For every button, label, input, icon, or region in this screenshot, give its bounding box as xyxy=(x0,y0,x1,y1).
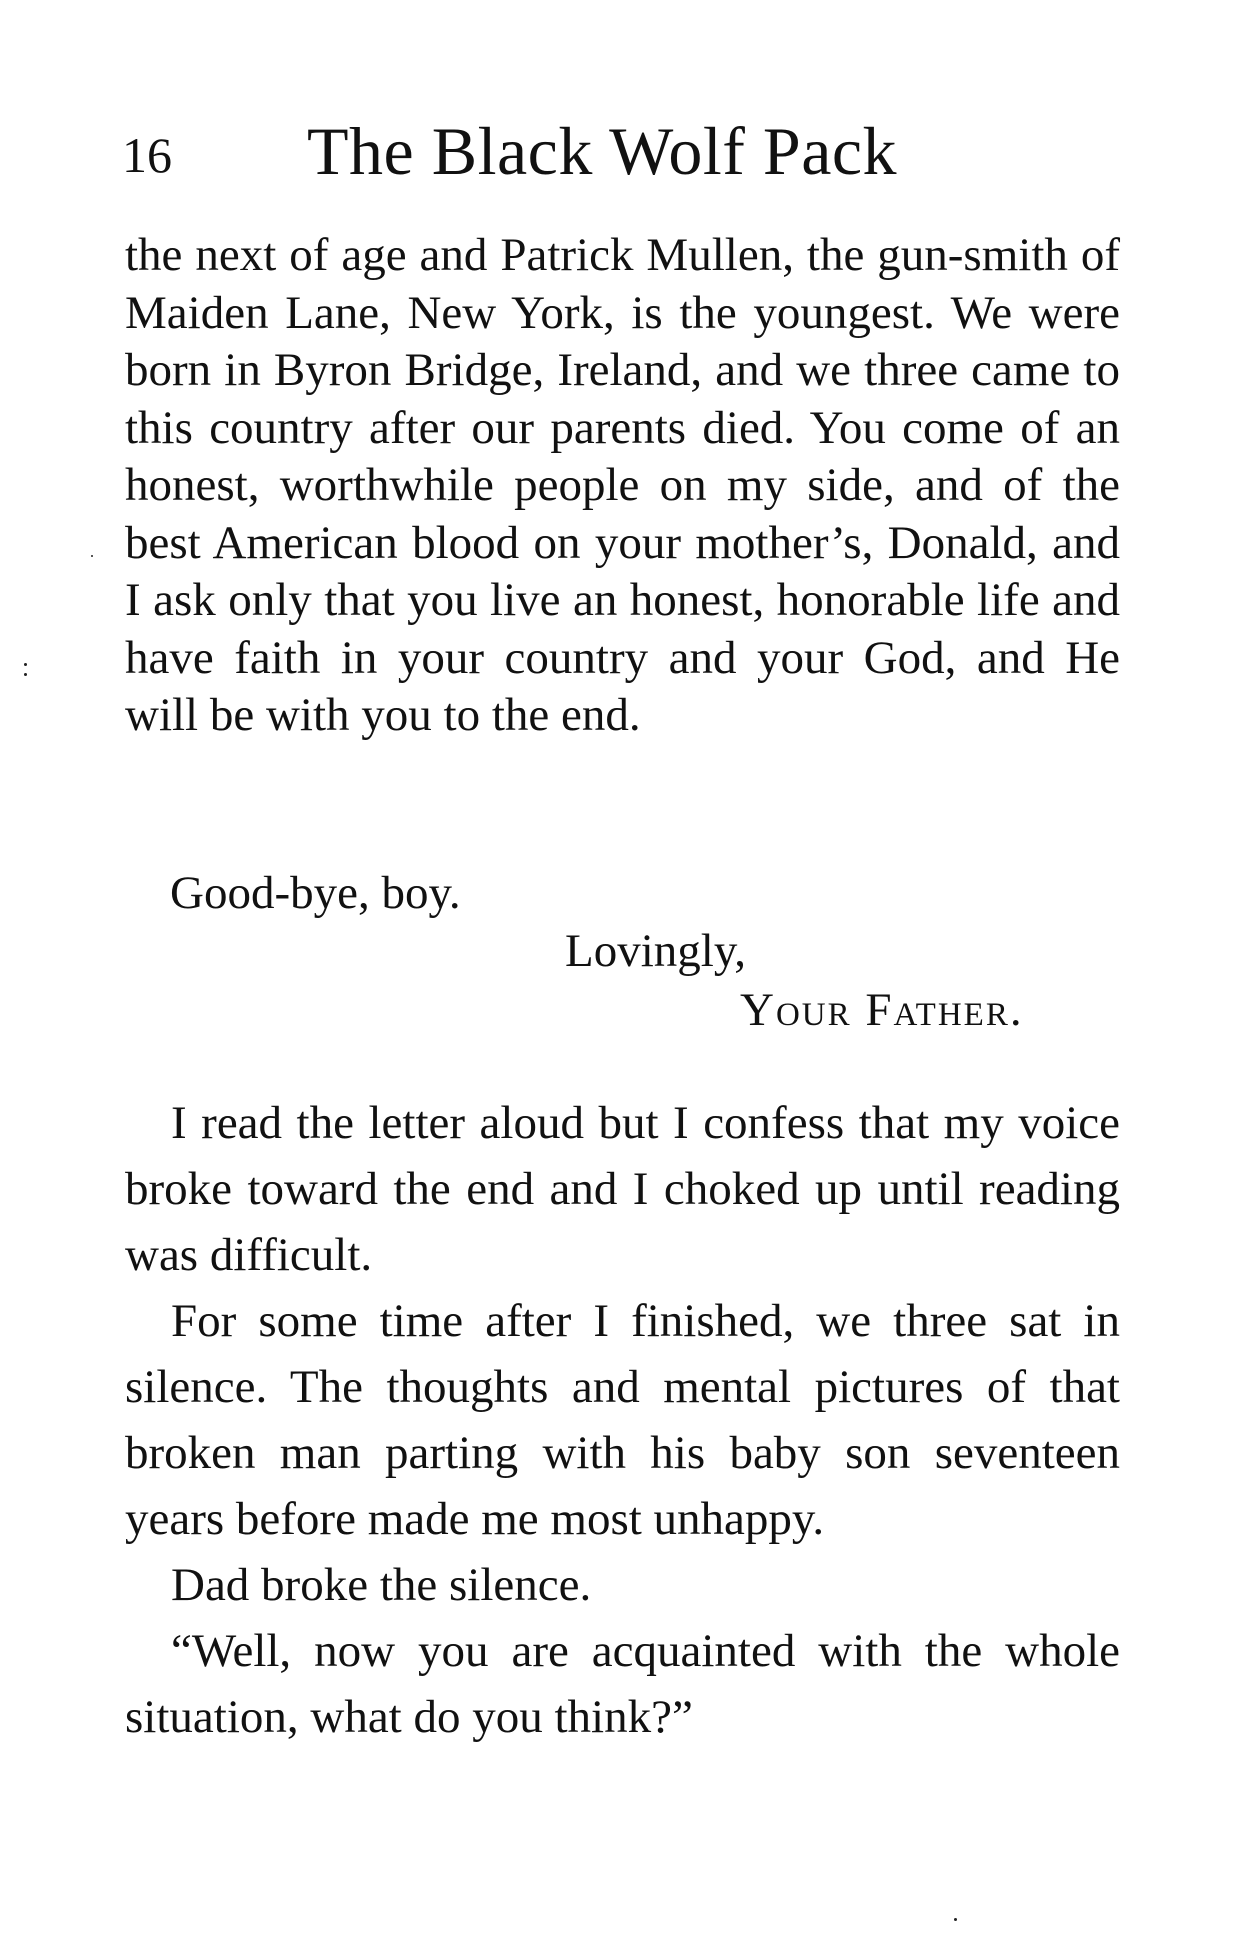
narrative-text xyxy=(125,1090,1120,1750)
scan-speck xyxy=(91,555,93,557)
scan-speck xyxy=(24,673,27,676)
narrative-paragraph: I read the letter aloud but I confess that my voice broke toward the end and I choked up until reading was difficult. xyxy=(125,1097,1120,1281)
page-number: 16 xyxy=(122,127,172,183)
letter-signature: Your Father. xyxy=(740,984,1024,1036)
page-header xyxy=(122,115,1122,195)
letter-paragraph: the next of age and Patrick Mullen, the gun-smith of Maiden Lane, New York, is the youngest. We were born in Byron Bridge, Ireland, and we three came to this country after our parents died. You come of an honest, worthwhile people on my side, and of the best American blood on your mother’s, Donald, and I ask only that you live an honest, honorable life and have faith in your country and your God, and He will be with you to the end. xyxy=(125,229,1120,741)
letter-body xyxy=(125,227,1120,745)
narrative-paragraph: For some time after I finished, we three sat in silence. The thoughts and mental pictures of that broken man parting with his baby son seventeen years before made me most unhappy. xyxy=(125,1295,1120,1545)
scan-speck xyxy=(954,1918,957,1921)
running-title: The Black Wolf Pack xyxy=(307,113,898,189)
narrative-paragraph: “Well, now you are acquainted with the whole situation, what do you think?” xyxy=(125,1625,1120,1743)
letter-greeting: Good-bye, boy. xyxy=(170,867,461,919)
scan-speck xyxy=(24,663,27,666)
narrative-paragraph: Dad broke the silence. xyxy=(171,1559,592,1611)
letter-signoff: Lovingly, xyxy=(565,925,747,977)
